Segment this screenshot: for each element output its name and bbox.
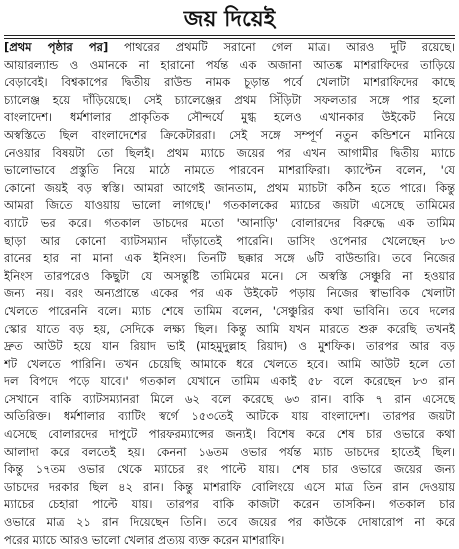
article-body <box>4 39 455 549</box>
body-line: দ্রুত আউট হয়ে যান রিয়াদ ভাই (মাহমুদুল্লাহ রিয়াদ) ও মুশফিক। তারপর আর বড় <box>4 339 455 354</box>
body-line: সেখানে বাকি ব্যাটসম্যানরা মিলে ৬২ বলে করেছে ৬৩ রান। বাকি ৭ রান এসেছে <box>4 391 455 406</box>
body-line: আমরা জিতে যাওয়ায় ভালো লাগছে।' গতকালকের ম্যাচের জয়টা এসেছে তামিমের <box>4 198 455 213</box>
body-line: আলাদা করে বলতেই হয়। কেননা ১৬তম ওভার পর্যন্ত ম্যাচ ডাচদের হাতেই ছিল। <box>4 444 455 459</box>
body-line: চ্যালেঞ্জ হয়ে দাঁড়িয়েছে। সেই চ্যালেঞ্জের প্রথম সিঁড়িটা সফলতার সঙ্গে পার হলো <box>4 92 455 107</box>
body-line: অতিরিক্ত। ধর্মশালার ব্যাটিং স্বর্গে ১৫৩তেই আটকে যায় বাংলাদেশ। তারপর জয়টা <box>4 409 455 424</box>
body-line <box>4 39 455 57</box>
body-line: বেড়াবেই। বিশ্বকাপের দ্বিতীয় রাউন্ড নামক চূড়ান্ত পর্বে খেলাটা মাশরাফিদের কাছে <box>4 75 455 90</box>
body-line: শট খেলতে পারিনি। তখন চেয়েছি আমাকে ধরে খেলতে হবে। আমি আউট হলে তো <box>4 356 455 371</box>
body-line: জন্য নয়। বরং অন্যপ্রান্তে একের পর এক উইকেট পড়ায় নিজের স্বাভাবিক খেলাটা <box>4 286 455 301</box>
body-line: পরের ম্যাচে আরও ভালো খেলার প্রত্যয় ব্যক্ত করেন মাশরাফি। <box>4 532 285 547</box>
body-line: এসেছে বোলারদের দাপুটে পারফরম্যান্সের জন্যই। বিশেষ করে শেষ চার ওভারে কথা <box>4 427 455 442</box>
body-line: বাংলাদেশ। ধর্মশালার প্রাকৃতিক সৌন্দর্যে মুগ্ধ হলেও এখানকার উইকেট নিয়ে <box>4 110 455 125</box>
body-line: ডাচদের দরকার ছিল ৪২ রান। কিন্তু মাশরাফি বোলিংয়ে এসে মাত্র তিন রান দেওয়ায় <box>4 479 455 494</box>
body-line: খেলতে পারেননি বলে। ম্যাচ শেষে তামিম বলেন, 'সেঞ্চুরির কথা ভাবিনি। তবে দলের <box>4 303 455 318</box>
body-line: আয়ারল্যান্ড ও ওমানকে না হারানো পর্যন্ত এক অজানা আতঙ্ক মাশরাফিদের তাড়িয়ে <box>4 57 455 72</box>
body-line: ছাড়া আর কোনো ব্যাটসম্যান দাঁড়াতেই পারেনি। ডাসিং ওপেনার খেলেছেন ৮৩ <box>4 233 455 248</box>
body-line: অস্বস্তিতে ছিল বাংলাদেশের ক্রিকেটাররা। সেই সঙ্গে সম্পূর্ণ নতুন কন্ডিশনে মানিয়ে <box>4 127 455 142</box>
body-line: ভালোভাবে প্রস্তুতি নিয়ে মাঠে নামতে পারবেন মাশরাফিরা। ক্যাপ্টেন বলেন, 'যে <box>4 163 455 178</box>
body-line: ওভারে মাত্র ২১ রান দিয়েছেন তিনি। তবে জয়ের পর কাউকে দোষারোপ না করে <box>4 515 455 530</box>
headline: জয় দিয়েই <box>183 7 276 32</box>
body-line: নেওয়ার বিষয়টা তো ছিলই। প্রথম ম্যাচে জয়ের পর এখন আগামীর দ্বিতীয় ম্যাচে <box>4 145 455 160</box>
body-line: ইনিংস তারপরেও কিছুটা যে অসন্তুষ্টি তামিমের মনে। সে অস্বস্তি সেঞ্চুরি না হওয়ার <box>4 268 455 283</box>
body-line: কিন্তু ১৭তম ওভার থেকে ম্যাচের রং পাল্টে যায়। শেষ চার ওভারে জয়ের জন্য <box>4 462 455 477</box>
body-line: দল বিপদে পড়ে যাবে।' গতকাল যেখানে তামিম একাই ৫৮ বলে করেছেন ৮৩ রান <box>4 374 455 389</box>
body-line: রানের হার না মানা এক ইনিংস। তিনটি ছক্কার সঙ্গে ৬টি বাউন্ডারি। তবে নিজের <box>4 251 455 266</box>
body-line-text: পাথরের প্রথমটি সরানো গেল মাত্র। আরও দুটি রয়েছে। <box>108 40 455 54</box>
continuation-kicker: [প্রথম পৃষ্ঠার পর] <box>4 40 109 54</box>
body-line: ব্যাটে ভর করে। গতকাল ডাচদের মতো 'আনাড়ি' বোলারদের বিরুদ্ধে এক তামিম <box>4 215 455 230</box>
body-line: কোনো জয়ই বড় স্বস্তি। আমরা আগেই জানতাম, প্রথম ম্যাচটা কঠিন হতে পারে। কিন্তু <box>4 180 455 195</box>
body-line: ম্যাচের চেহারা পাল্টে যায়। তারপর বাকি কাজটা করেন তাসকিন। গতকাল চার <box>4 497 455 512</box>
body-line: স্কোর যাতে বড় হয়, সেদিকে লক্ষ্য ছিল। কিন্তু আমি যখন মারতে শুরু করেছি তখনই <box>4 321 455 336</box>
